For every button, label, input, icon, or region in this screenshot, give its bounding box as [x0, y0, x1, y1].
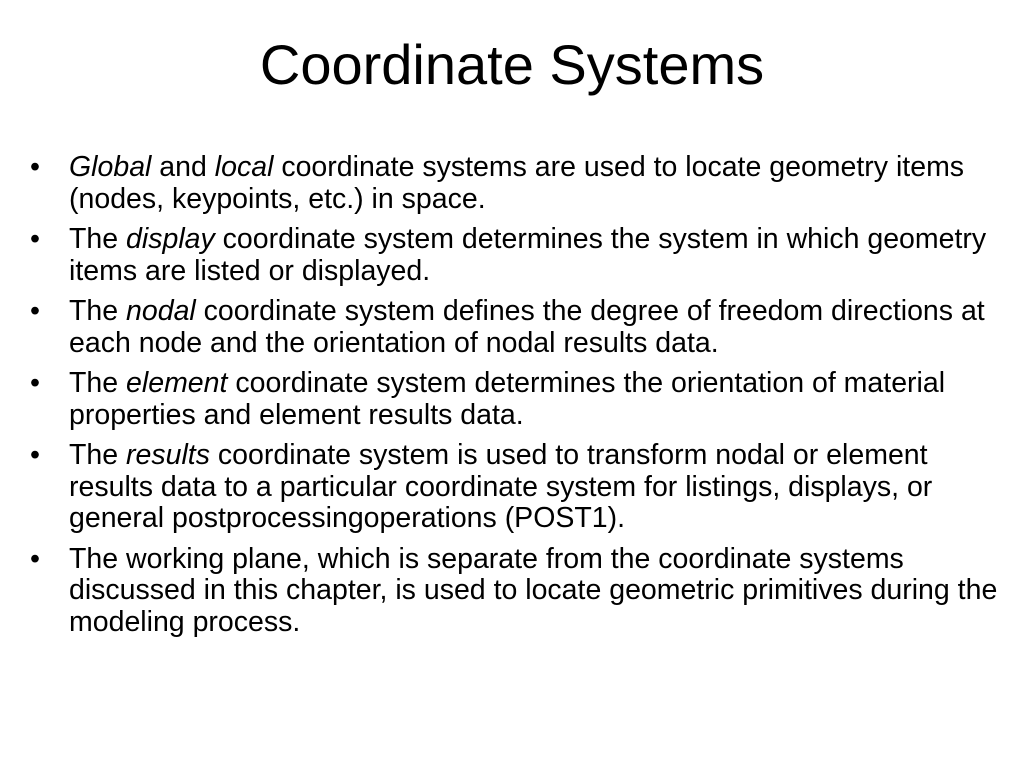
bullet-item-nodal — [30, 296, 1005, 359]
emphasis-global: Global — [69, 151, 152, 183]
bullet-text — [69, 151, 964, 215]
emphasis-display: display — [126, 223, 215, 255]
bullet-text-middle: and — [151, 151, 215, 183]
bullet-marker: • — [30, 439, 40, 471]
bullet-item-display — [30, 224, 1005, 287]
bullet-text-prefix: The — [69, 223, 127, 255]
bullet-marker: • — [30, 151, 40, 183]
bullet-marker: • — [30, 542, 40, 575]
bullet-list — [30, 152, 1005, 647]
bullet-marker: • — [30, 223, 40, 255]
bullet-marker: • — [30, 295, 40, 327]
emphasis-nodal: nodal — [126, 295, 196, 327]
bullet-item-working-plane — [30, 544, 1005, 639]
bullet-text-prefix: The — [69, 295, 127, 327]
bullet-marker: • — [30, 367, 40, 399]
bullet-text — [69, 367, 945, 431]
bullet-text-rest: coordinate system is used to transform nodal or element results data to a particular coordinate system for listings, displays, or general postprocessingoperations (POST1). — [69, 439, 933, 534]
bullet-text-rest: coordinate system determines the system in which geometry items are listed or displayed. — [69, 223, 987, 287]
emphasis-results: results — [126, 439, 210, 471]
bullet-text-rest: coordinate system defines the degree of freedom directions at each node and the orientation of nodal results data. — [69, 295, 985, 359]
bullet-text — [69, 295, 985, 359]
bullet-text-prefix: The — [69, 439, 127, 471]
bullet-text: The working plane, which is separate from the coordinate systems discussed in this chapter, is used to locate geometric primitives during the modeling process. — [69, 542, 998, 638]
emphasis-local: local — [214, 151, 274, 183]
bullet-text-prefix: The — [69, 367, 127, 399]
emphasis-element: element — [126, 367, 228, 399]
bullet-text — [69, 439, 932, 534]
bullet-text — [69, 223, 986, 287]
bullet-item-element — [30, 368, 1005, 431]
slide-title: Coordinate Systems — [259, 33, 765, 96]
bullet-item-global-local — [30, 152, 1005, 215]
bullet-text-rest: coordinate system determines the orientation of material properties and element results data. — [69, 367, 946, 431]
bullet-text-rest: coordinate systems are used to locate geometry items (nodes, keypoints, etc.) in space. — [69, 151, 965, 215]
bullet-item-results — [30, 440, 1005, 535]
